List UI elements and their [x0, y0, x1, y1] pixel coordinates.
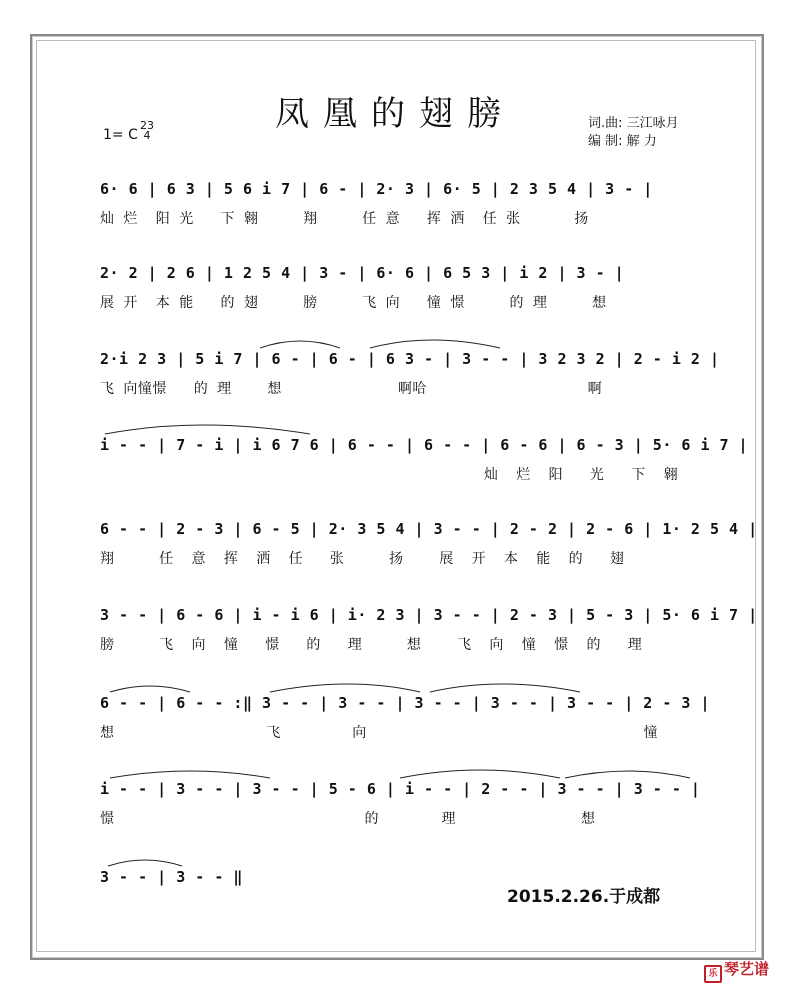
slur-marks	[100, 332, 700, 352]
lyrics-line: 翔 任 意 挥 洒 任 张 扬 展 开 本 能 的 翅	[100, 551, 625, 567]
lyrics-line: 飞 向憧憬 的 理 想 啊哈 啊	[100, 381, 603, 397]
score-row-2	[100, 264, 700, 334]
logo-text: 琴艺谱	[724, 960, 770, 978]
score-row-5	[100, 520, 758, 590]
lyrics-line: 憬 的 理 想	[100, 811, 596, 827]
score-row-1	[100, 180, 700, 250]
score-row-7	[100, 694, 710, 764]
notes-line: 2·i 2 3 | 5 i 7 | 6 - | 6 - | 6 3 - | 3 - - | 3 2 3 2 | 2 - i 2 |	[100, 350, 720, 368]
notes-line: i - - | 3 - - | 3 - - | 5 - 6 | i - - | 2 - - | 3 - - | 3 - - |	[100, 780, 701, 798]
lyrics-line: 膀 飞 向 憧 憬 的 理 想 飞 向 憧 憬 的 理	[100, 637, 643, 653]
time-signature	[140, 121, 154, 141]
slur-marks	[100, 762, 700, 782]
logo-icon: 乐	[704, 965, 722, 983]
notes-line: 2· 2 | 2 6 | 1 2 5 4 | 3 - | 6· 6 | 6 5 3 | i 2 | 3 - |	[100, 264, 625, 282]
slur-marks	[100, 850, 700, 870]
notes-line: 6 - - | 6 - - :‖ 3 - - | 3 - - | 3 - - | 3 - - | 3 - - | 2 - 3 |	[100, 694, 710, 712]
lyrics-line: 展 开 本 能 的 翅 膀 飞 向 憧 憬 的 理 想	[100, 295, 607, 311]
lyrics-line: 灿 烂 阳 光 下 翱 翔 任 意 挥 洒 任 张 扬	[100, 211, 589, 227]
lyrics-line: 想 飞 向 憧	[100, 725, 659, 741]
notes-line: 3 - - | 3 - - ‖	[100, 868, 243, 886]
credits	[588, 115, 679, 151]
notes-line: i - - | 7 - i | i 6 7 6 | 6 - - | 6 - - | 6 - 6 | 6 - 3 | 5· 6 i 7 |	[100, 436, 749, 454]
slur-marks	[100, 418, 700, 438]
song-title: 凤凰的翅膀	[275, 94, 515, 134]
key-signature: 1= C	[103, 127, 138, 143]
site-logo[interactable]	[704, 958, 769, 983]
notes-line: 3 - - | 6 - 6 | i - i 6 | i· 2 3 | 3 - - | 2 - 3 | 5 - 3 | 5· 6 i 7 |	[100, 606, 758, 624]
meter-bottom: 4	[143, 129, 151, 142]
score-row-8	[100, 780, 700, 850]
lyrics-line: 灿 烂 阳 光 下 翱	[100, 467, 679, 483]
date-location: 2015.2.26.于成都	[507, 887, 661, 907]
credits-lyrics-music: 词.曲: 三江咏月	[588, 116, 679, 131]
notes-line: 6· 6 | 6 3 | 5 6 i 7 | 6 - | 2· 3 | 6· 5 | 2 3 5 4 | 3 - |	[100, 180, 653, 198]
credits-arranger: 编 制: 解 力	[588, 134, 657, 149]
slur-marks	[100, 676, 700, 696]
meter-top: 23	[140, 119, 154, 132]
score-row-4	[100, 436, 749, 506]
score-row-3	[100, 350, 720, 420]
notes-line: 6 - - | 2 - 3 | 6 - 5 | 2· 3 5 4 | 3 - - | 2 - 2 | 2 - 6 | 1· 2 5 4 |	[100, 520, 758, 538]
score-row-6	[100, 606, 758, 676]
